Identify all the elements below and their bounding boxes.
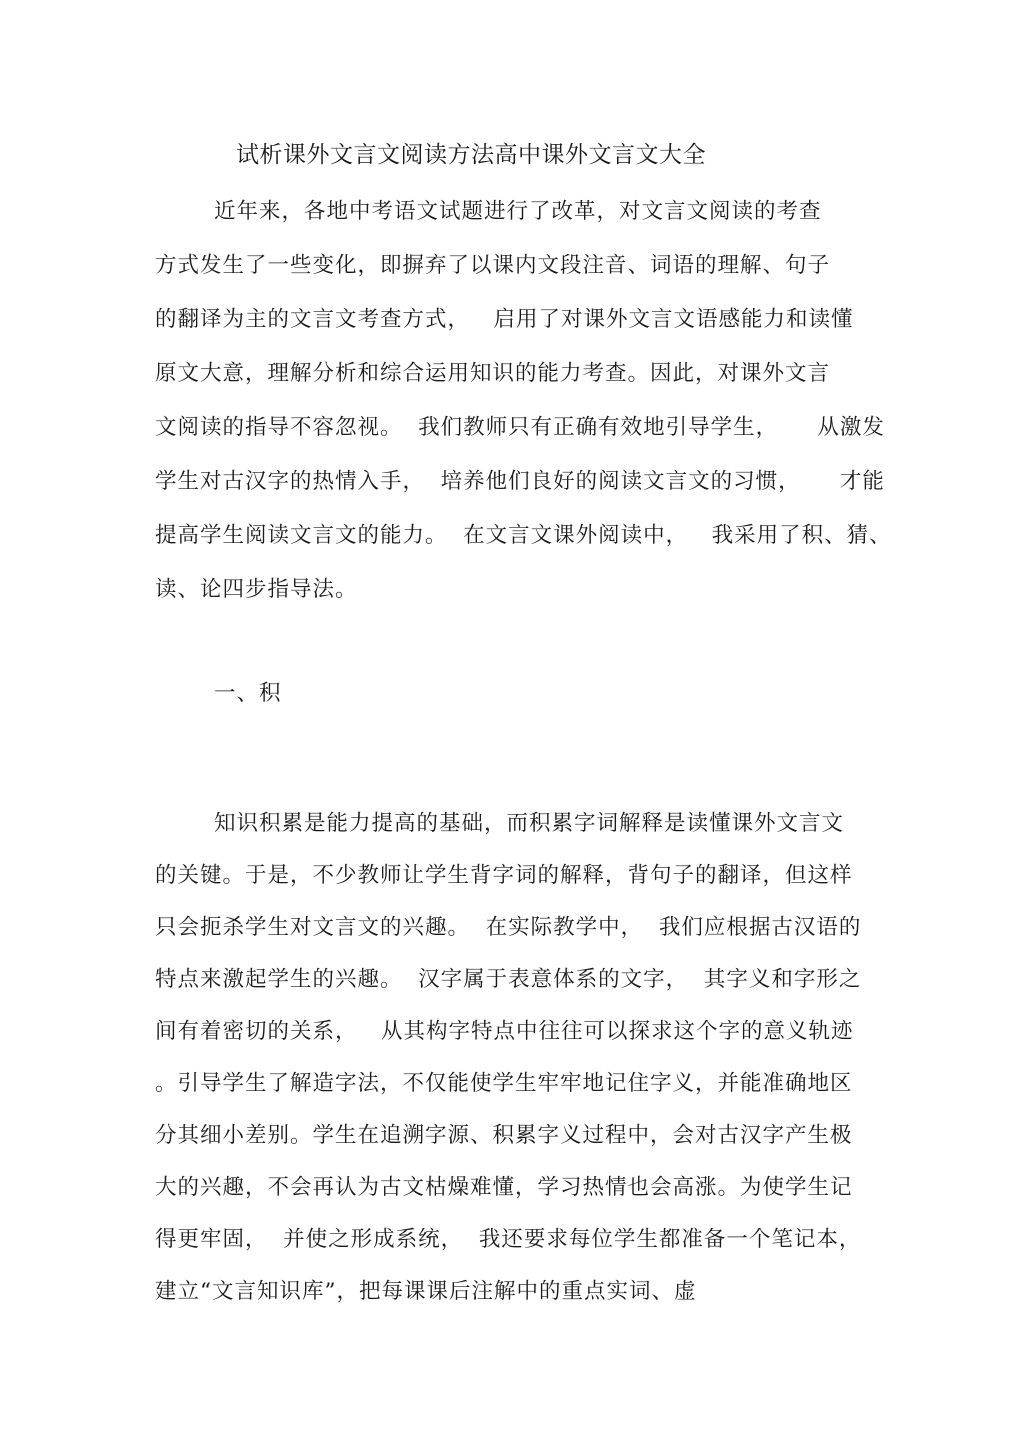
section-heading: 一、积 bbox=[214, 681, 282, 706]
paragraph-line: 方式发生了一些变化，即摒弃了以课内文段注音、词语的理解、句子 bbox=[155, 253, 831, 278]
paragraph-line: 建立“文言知识库”，把每课课后注解中的重点实词、虚 bbox=[155, 1279, 697, 1304]
paragraph-line: 提高学生阅读文言文的能力。 在文言文课外阅读中， 我采用了积、猜、 bbox=[155, 523, 892, 548]
paragraph-line: 特点来激起学生的兴趣。 汉字属于表意体系的文字， 其字义和字形之 bbox=[155, 967, 862, 992]
paragraph-line: 学生对古汉字的热情入手， 培养他们良好的阅读文言文的习惯， 才能 bbox=[155, 469, 885, 494]
paragraph-line: 原文大意，理解分析和综合运用知识的能力考查。因此，对课外文言 bbox=[155, 361, 831, 386]
paragraph-line: 近年来，各地中考语文试题进行了改革，对文言文阅读的考查 bbox=[214, 199, 822, 224]
paragraph-line: 文阅读的指导不容忽视。 我们教师只有正确有效地引导学生， 从激发 bbox=[155, 415, 885, 440]
paragraph-line: 。引导学生了解造字法，不仅能使学生牢牢地记住字义，并能准确地区 bbox=[155, 1071, 853, 1096]
paragraph-line: 间有着密切的关系， 从其构字特点中往往可以探求这个字的意义轨迹 bbox=[155, 1019, 854, 1044]
paragraph-line: 只会扼杀学生对文言文的兴趣。 在实际教学中， 我们应根据古汉语的 bbox=[155, 915, 862, 940]
paragraph-line: 知识积累是能力提高的基础，而积累字词解释是读懂课外文言文 bbox=[214, 811, 845, 836]
paragraph-line: 分其细小差别。学生在追溯字源、积累字义过程中，会对古汉字产生极 bbox=[155, 1123, 853, 1148]
paragraph-line: 读、论四步指导法。 bbox=[155, 577, 358, 602]
paragraph-line: 的关键。于是，不少教师让学生背字词的解释，背句子的翻译，但这样 bbox=[155, 863, 853, 888]
document-title: 试析课外文言文阅读方法高中课外文言文大全 bbox=[236, 142, 706, 168]
paragraph-line: 的翻译为主的文言文考查方式， 启用了对课外文言文语感能力和读懂 bbox=[155, 307, 854, 332]
paragraph-line: 得更牢固， 并使之形成系统， 我还要求每位学生都准备一个笔记本， bbox=[155, 1227, 862, 1252]
paragraph-line: 大的兴趣，不会再认为古文枯燥难懂，学习热情也会高涨。为使学生记 bbox=[155, 1175, 853, 1200]
